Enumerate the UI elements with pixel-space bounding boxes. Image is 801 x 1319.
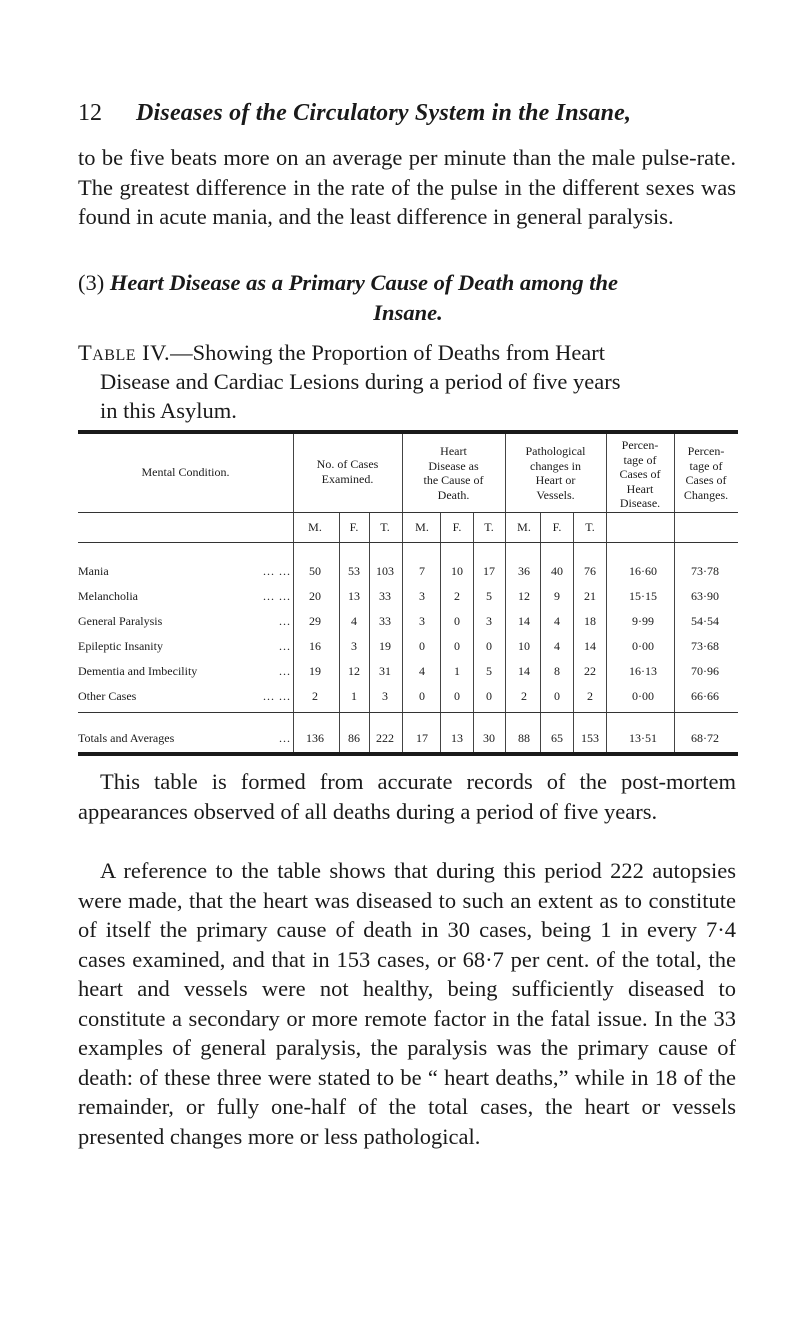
- table-cell: 9·99: [632, 614, 654, 628]
- section-number: (3): [78, 270, 105, 295]
- table-cell: 4: [351, 614, 357, 628]
- table-cell: 0: [454, 614, 460, 628]
- table-cell: 12: [348, 664, 360, 678]
- section-heading: [78, 268, 738, 327]
- row-leader-dots: ...: [279, 731, 291, 745]
- totals-cell: 88: [518, 731, 530, 745]
- sub-header-cell: T.: [484, 520, 494, 534]
- row-label: Other Cases: [78, 689, 137, 703]
- totals-cell: 153: [581, 731, 599, 745]
- paragraph-table-source: This table is formed from accurate records of the post-mortem appearances observed of all deaths during a period of five years.: [78, 769, 736, 824]
- table-cell: 3: [351, 639, 357, 653]
- table-cell: 21: [584, 589, 596, 603]
- table-cell: 103: [376, 564, 394, 578]
- table-cell: 29: [309, 614, 321, 628]
- row-leader-dots: ... ...: [263, 589, 291, 603]
- table-cell: 33: [379, 589, 391, 603]
- table-cell: 19: [309, 664, 321, 678]
- totals-cell: 86: [348, 731, 360, 745]
- table-cell: 18: [584, 614, 596, 628]
- table-cell: 0: [486, 689, 492, 703]
- sub-header-cell: T.: [380, 520, 390, 534]
- table-caption: [78, 338, 740, 425]
- totals-cell: 30: [483, 731, 495, 745]
- table-column-rule: [440, 512, 441, 752]
- table-cell: 63·90: [691, 589, 719, 603]
- table-top-rule: [78, 430, 738, 434]
- sub-header-cell: F.: [452, 520, 462, 534]
- table-caption-line3: in this Asylum.: [100, 398, 237, 423]
- table-cell: 0: [454, 639, 460, 653]
- totals-cell: 17: [416, 731, 428, 745]
- table-cell: 73·68: [691, 639, 719, 653]
- sub-header-cell: M.: [517, 520, 531, 534]
- totals-cell: 13·51: [629, 731, 657, 745]
- header-percentage-heart-disease: Percen- tage of Cases of Heart Disease.: [619, 438, 661, 510]
- table-cell: 3: [419, 614, 425, 628]
- table-cell: 10: [451, 564, 463, 578]
- sub-header-cell: F.: [349, 520, 359, 534]
- paragraph-table-analysis: A reference to the table shows that during this period 222 autopsies were made, that the heart was diseased to such an extent as to constitute of itself the primary cause of death in 30 cases, being 1 in every 7·4 cases examined, and that in 153 cases, or 68·7 per cent. of the total, the heart and vessels were not healthy, being sufficiently diseased to constitute a secondary or more remote factor in the fatal issue. In the 33 examples of general paralysis, the paralysis was the primary cause of death: of these three were stated to be “ heart deaths,” while in 18 of the remainder, or fully one-half of the total cases, the heart or vessels presented changes more or less pathological.: [78, 858, 736, 1149]
- table-cell: 2: [454, 589, 460, 603]
- table-cell: 5: [486, 664, 492, 678]
- row-leader-dots: ... ...: [263, 564, 291, 578]
- table-column-rule: [573, 512, 574, 752]
- table-cell: 16·13: [629, 664, 657, 678]
- table-cell: 8: [554, 664, 560, 678]
- table-cell: 14: [584, 639, 596, 653]
- table-cell: 3: [419, 589, 425, 603]
- table-cell: 2: [312, 689, 318, 703]
- table-cell: 0: [419, 689, 425, 703]
- table-row-rule: [78, 542, 738, 543]
- paragraph-pulse-rate: to be five beats more on an average per minute than the male pulse-rate. The greatest difference in the rate of the pulse in the different sexes was found in acute mania, and the least difference in general paralysis.: [78, 145, 736, 229]
- table-cell: 0·00: [632, 689, 654, 703]
- sub-header-cell: M.: [415, 520, 429, 534]
- table-cell: 4: [554, 614, 560, 628]
- row-leader-dots: ...: [279, 664, 291, 678]
- table-cell: 0: [454, 689, 460, 703]
- table-cell: 16: [309, 639, 321, 653]
- sub-header-cell: F.: [552, 520, 562, 534]
- header-cases-examined: No. of Cases Examined.: [316, 457, 379, 486]
- row-leader-dots: ... ...: [263, 689, 291, 703]
- table-cell: 31: [379, 664, 391, 678]
- table-label: Table IV.: [78, 340, 171, 365]
- page-number: 12: [78, 100, 102, 126]
- totals-cell: 68·72: [691, 731, 719, 745]
- header-pathological-changes: Pathological changes in Heart or Vessels.: [525, 444, 586, 502]
- row-label: Mania: [78, 564, 109, 578]
- table-cell: 66·66: [691, 689, 719, 703]
- table-cell: 4: [419, 664, 425, 678]
- row-label: Epileptic Insanity: [78, 639, 163, 653]
- totals-cell: 13: [451, 731, 463, 745]
- totals-cell: 136: [306, 731, 324, 745]
- table-caption-line1: —Showing the Proportion of Deaths from Heart: [170, 340, 606, 365]
- table-cell: 54·54: [691, 614, 719, 628]
- table-cell: 0: [486, 639, 492, 653]
- table-cell: 20: [309, 589, 321, 603]
- table-cell: 70·96: [691, 664, 719, 678]
- table-cell: 36: [518, 564, 530, 578]
- table-cell: 2: [521, 689, 527, 703]
- table-cell: 9: [554, 589, 560, 603]
- row-leader-dots: ...: [279, 639, 291, 653]
- table-row-rule: [78, 712, 738, 713]
- table-cell: 76: [584, 564, 596, 578]
- row-label: Melancholia: [78, 589, 138, 603]
- table-cell: 19: [379, 639, 391, 653]
- table-cell: 50: [309, 564, 321, 578]
- table-cell: 1: [351, 689, 357, 703]
- table-cell: 1: [454, 664, 460, 678]
- table-cell: 15·15: [629, 589, 657, 603]
- table-cell: 3: [486, 614, 492, 628]
- header-mental-condition: Mental Condition.: [141, 465, 230, 479]
- running-head-title: Diseases of the Circulatory System in the Insane,: [136, 100, 632, 126]
- table-cell: 3: [382, 689, 388, 703]
- table-cell: 40: [551, 564, 563, 578]
- section-title-line1: Heart Disease as a Primary Cause of Death among the: [109, 270, 619, 295]
- deaths-table: [78, 430, 738, 757]
- table-cell: 14: [518, 614, 530, 628]
- row-label: Dementia and Imbecility: [78, 664, 198, 678]
- table-cell: 2: [587, 689, 593, 703]
- table-cell: 17: [483, 564, 495, 578]
- row-label: Totals and Averages: [78, 731, 175, 745]
- sub-header-cell: T.: [585, 520, 595, 534]
- table-cell: 0: [554, 689, 560, 703]
- table-column-rule: [369, 512, 370, 752]
- table-cell: 73·78: [691, 564, 719, 578]
- header-heart-disease-cause: Heart Disease as the Cause of Death.: [423, 444, 484, 502]
- totals-cell: 222: [376, 731, 394, 745]
- table-column-rule: [339, 512, 340, 752]
- running-head: [78, 100, 738, 134]
- table-caption-line2: Disease and Cardiac Lesions during a period of five years: [100, 369, 621, 394]
- table-cell: 16·60: [629, 564, 657, 578]
- table-cell: 0: [419, 639, 425, 653]
- sub-header-cell: M.: [308, 520, 322, 534]
- header-percentage-changes: Percen- tage of Cases of Changes.: [683, 444, 729, 502]
- table-column-rule: [540, 512, 541, 752]
- table-cell: 7: [419, 564, 425, 578]
- table-cell: 12: [518, 589, 530, 603]
- table-bottom-rule: [78, 752, 738, 756]
- row-leader-dots: ...: [279, 614, 291, 628]
- table-cell: 53: [348, 564, 360, 578]
- table-cell: 22: [584, 664, 596, 678]
- table-cell: 33: [379, 614, 391, 628]
- table-cell: 4: [554, 639, 560, 653]
- row-label: General Paralysis: [78, 614, 163, 628]
- table-column-rule: [473, 512, 474, 752]
- table-cell: 13: [348, 589, 360, 603]
- table-cell: 14: [518, 664, 530, 678]
- table-cell: 10: [518, 639, 530, 653]
- totals-cell: 65: [551, 731, 563, 745]
- table-row-rule: [78, 512, 738, 513]
- section-title-line2: Insane.: [373, 299, 443, 325]
- table-cell: 5: [486, 589, 492, 603]
- table-cell: 0·00: [632, 639, 654, 653]
